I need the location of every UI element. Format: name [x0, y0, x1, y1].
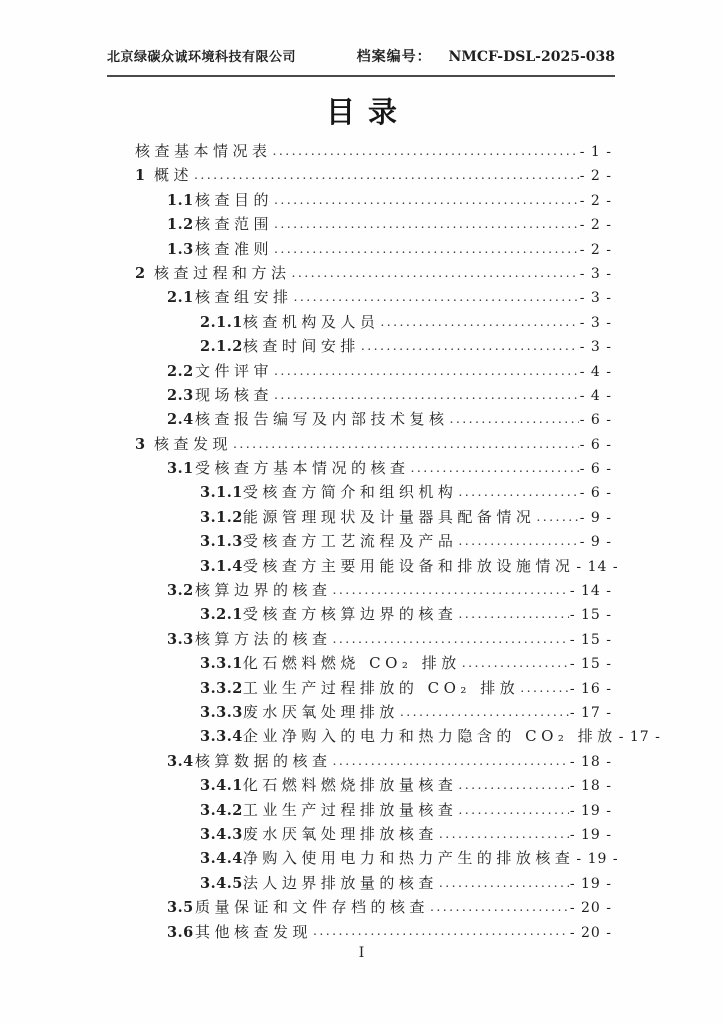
toc-entry-number: 3.1 — [167, 460, 194, 478]
toc-entry-label: 受核查方工艺流程及产品 — [242, 532, 458, 551]
toc-entry — [135, 602, 612, 626]
toc-entry-number: 3 — [135, 435, 146, 453]
toc-entry-number: 1.1 — [167, 191, 194, 209]
toc-entry — [135, 310, 612, 334]
toc-entry-number: 2.2 — [167, 362, 194, 380]
toc-entry-page: - 19 - — [576, 851, 619, 868]
toc-entry-number: 3.2.1 — [200, 606, 243, 624]
toc-entry — [135, 822, 612, 846]
toc-entry-page: - 4 - — [579, 387, 612, 404]
toc-entry-page: - 3 - — [579, 265, 612, 282]
toc-entry-page: - 19 - — [569, 802, 612, 819]
toc-entry-number: 3.4.3 — [200, 825, 243, 843]
toc-entry-page: - 2 - — [579, 217, 612, 234]
toc-dot-leader — [439, 821, 569, 846]
toc-dot-leader — [380, 309, 578, 334]
toc-entry-page: - 19 - — [569, 875, 612, 892]
toc-entry-number: 2.3 — [167, 386, 194, 404]
toc-dot-leader — [458, 479, 578, 504]
toc-entry — [135, 554, 619, 578]
toc-entry-number: 3.3.4 — [200, 728, 243, 746]
toc-entry-label: 核查准则 — [195, 239, 274, 258]
footer-page-number: I — [358, 945, 365, 961]
toc-entry — [135, 920, 612, 944]
toc-entry-number: 3.4.4 — [200, 850, 243, 868]
toc-entry-number: 3.3.1 — [200, 655, 243, 673]
toc-entry-number: 2.1.2 — [200, 338, 243, 356]
toc-dot-leader — [333, 748, 569, 773]
toc-dot-leader — [333, 626, 569, 651]
toc-entry-label: 核查机构及人员 — [242, 312, 380, 331]
toc-dot-leader — [458, 601, 568, 626]
toc-entry-page: - 3 - — [579, 290, 612, 307]
toc-entry-label: 核查报告编写及内部技术复核 — [195, 410, 449, 429]
toc-entry-page: - 9 - — [579, 509, 612, 526]
toc-entry-label: 受核查方基本情况的核查 — [195, 459, 410, 478]
toc-dot-leader — [361, 333, 579, 358]
toc-dot-leader — [411, 455, 579, 480]
toc-entry — [135, 261, 612, 285]
toc-entry-page: - 2 - — [579, 168, 612, 185]
toc-entry-page: - 18 - — [569, 778, 612, 795]
file-number-value: NMCF-DSL-2025-038 — [448, 49, 615, 65]
toc-entry — [135, 871, 612, 895]
toc-entry-page: - 6 - — [579, 436, 612, 453]
page-title: 目录 — [325, 95, 410, 129]
toc-entry-label: 受核查方简介和组织机构 — [242, 483, 458, 502]
toc-entry — [135, 237, 612, 261]
toc-entry — [135, 773, 612, 797]
toc-entry-number: 1 — [135, 167, 146, 185]
toc-entry-number: 3.1.3 — [200, 533, 243, 551]
toc-entry-number: 3.4.1 — [200, 777, 243, 795]
toc-entry-label: 净购入使用电力和热力产生的排放核查 — [242, 849, 575, 868]
toc-entry — [135, 895, 612, 919]
toc-entry-label: 其他核查发现 — [195, 922, 313, 941]
toc-entry-number: 3.1.1 — [200, 484, 243, 502]
toc-list — [135, 139, 661, 944]
toc-entry-label: 文件评审 — [195, 361, 274, 380]
toc-entry-page: - 15 - — [569, 607, 612, 624]
toc-entry — [135, 578, 612, 602]
toc-entry — [135, 651, 612, 675]
toc-entry-number: 3.3.3 — [200, 703, 243, 721]
toc-dot-leader — [274, 236, 579, 261]
toc-entry — [135, 407, 612, 431]
toc-entry-page: - 3 - — [579, 339, 612, 356]
toc-dot-leader — [294, 284, 579, 309]
toc-dot-leader — [273, 138, 579, 163]
toc-entry — [135, 529, 612, 553]
toc-entry-label: 核查组安排 — [195, 288, 293, 307]
toc-entry-label: 现场核查 — [195, 385, 274, 404]
toc-entry-page: - 20 - — [569, 900, 612, 917]
toc-entry-page: - 14 - — [576, 558, 619, 575]
toc-entry — [135, 285, 612, 309]
toc-dot-leader — [274, 382, 579, 407]
toc-entry-page: - 15 - — [569, 656, 612, 673]
toc-dot-leader — [430, 894, 569, 919]
toc-dot-leader — [400, 699, 569, 724]
toc-dot-leader — [520, 675, 569, 700]
toc-entry — [135, 700, 612, 724]
toc-entry-page: - 6 - — [579, 461, 612, 478]
toc-entry-label: 化石燃料燃烧 CO₂ 排放 — [242, 654, 461, 673]
toc-entry — [135, 505, 612, 529]
toc-entry-number: 3.4 — [167, 752, 194, 770]
toc-dot-leader — [274, 211, 579, 236]
toc-entry-label: 核查目的 — [195, 190, 274, 209]
toc-entry-number: 3.4.5 — [200, 874, 243, 892]
toc-entry-label: 核查基本情况表 — [135, 142, 272, 160]
toc-entry-page: - 14 - — [569, 583, 612, 600]
toc-entry-page: - 17 - — [569, 704, 612, 721]
toc-entry-page: - 6 - — [579, 485, 612, 502]
toc-entry-number: 3.3 — [167, 630, 194, 648]
toc-entry-page: - 1 - — [579, 144, 612, 160]
toc-entry-number: 2 — [135, 264, 146, 282]
toc-dot-leader — [233, 431, 579, 456]
toc-entry-label: 能源管理现状及计量器具配备情况 — [242, 507, 536, 526]
toc-dot-leader — [536, 504, 578, 529]
toc-dot-leader — [458, 528, 578, 553]
toc-entry-page: - 2 - — [579, 192, 612, 209]
toc-dot-leader — [458, 772, 568, 797]
toc-entry — [135, 212, 612, 236]
toc-dot-leader — [450, 406, 579, 431]
toc-entry-page: - 15 - — [569, 631, 612, 648]
toc-entry-label: 核算方法的核查 — [195, 629, 332, 648]
toc-entry-number: 3.2 — [167, 582, 194, 600]
toc-entry-number: 3.3.2 — [200, 679, 243, 697]
company-name: 北京绿碳众诚环境科技有限公司 — [107, 50, 297, 65]
toc-entry-label: 核查发现 — [154, 434, 233, 453]
file-number-label: 档案编号： — [356, 49, 432, 65]
page-header — [107, 46, 615, 77]
toc-entry-label: 化石燃料燃烧排放量核查 — [242, 776, 458, 795]
toc-entry-label: 概述 — [154, 166, 194, 185]
toc-dot-leader — [458, 797, 568, 822]
toc-entry — [135, 724, 661, 748]
toc-entry-label: 法人边界排放量的核查 — [242, 873, 438, 892]
toc-entry-number: 3.6 — [167, 923, 194, 941]
toc-entry — [135, 676, 612, 700]
toc-entry-number: 3.1.2 — [200, 508, 243, 526]
toc-entry — [135, 432, 612, 456]
toc-entry — [135, 334, 612, 358]
toc-entry-page: - 20 - — [569, 924, 612, 941]
toc-entry-label: 质量保证和文件存档的核查 — [195, 898, 430, 917]
toc-entry — [135, 163, 612, 187]
toc-entry-page: - 16 - — [569, 680, 612, 697]
toc-entry-number: 1.2 — [167, 216, 194, 234]
toc-entry-label: 工业生产过程排放量核查 — [242, 800, 458, 819]
toc-entry — [135, 846, 619, 870]
toc-entry-page: - 2 - — [579, 241, 612, 258]
toc-entry-number: 2.4 — [167, 411, 194, 429]
toc-dot-leader — [292, 260, 579, 285]
toc-dot-leader — [274, 358, 579, 383]
toc-entry-number: 2.1 — [167, 289, 194, 307]
toc-entry-label: 工业生产过程排放的 CO₂ 排放 — [242, 678, 520, 697]
toc-entry-number: 3.4.2 — [200, 801, 243, 819]
toc-dot-leader — [333, 577, 569, 602]
toc-entry — [135, 480, 612, 504]
toc-entry-label: 受核查方核算边界的核查 — [242, 605, 458, 624]
toc-entry — [135, 139, 612, 163]
toc-entry-label: 废水厌氧处理排放核查 — [242, 824, 438, 843]
toc-entry — [135, 359, 612, 383]
toc-dot-leader — [194, 162, 579, 187]
toc-entry-label: 核查时间安排 — [242, 337, 360, 356]
toc-dot-leader — [313, 918, 569, 943]
toc-dot-leader — [439, 870, 569, 895]
toc-entry-number: 1.3 — [167, 240, 194, 258]
toc-entry-page: - 6 - — [579, 412, 612, 429]
toc-entry-label: 废水厌氧处理排放 — [242, 702, 399, 721]
toc-entry-page: - 4 - — [579, 363, 612, 380]
toc-entry-page: - 9 - — [579, 534, 612, 551]
toc-entry-number: 2.1.1 — [200, 313, 243, 331]
toc-entry-page: - 19 - — [569, 826, 612, 843]
toc-dot-leader — [274, 187, 579, 212]
toc-entry — [135, 627, 612, 651]
toc-entry-label: 受核查方主要用能设备和排放设施情况 — [242, 556, 575, 575]
toc-entry — [135, 188, 612, 212]
toc-entry — [135, 456, 612, 480]
toc-entry-label: 核算边界的核查 — [195, 581, 332, 600]
toc-entry-page: - 3 - — [579, 314, 612, 331]
toc-entry-page: - 18 - — [569, 753, 612, 770]
toc-entry-number: 3.5 — [167, 899, 194, 917]
toc-entry-label: 核查范围 — [195, 215, 274, 234]
toc-entry — [135, 383, 612, 407]
toc-entry — [135, 749, 612, 773]
toc-entry-number: 3.1.4 — [200, 557, 243, 575]
toc-entry-label: 企业净购入的电力和热力隐含的 CO₂ 排放 — [242, 727, 617, 746]
toc-entry-page: - 17 - — [618, 729, 661, 746]
toc-entry-label: 核查过程和方法 — [154, 263, 291, 282]
file-number-group — [357, 46, 615, 66]
toc-entry — [135, 798, 612, 822]
toc-entry-label: 核算数据的核查 — [195, 751, 332, 770]
toc-dot-leader — [462, 650, 569, 675]
